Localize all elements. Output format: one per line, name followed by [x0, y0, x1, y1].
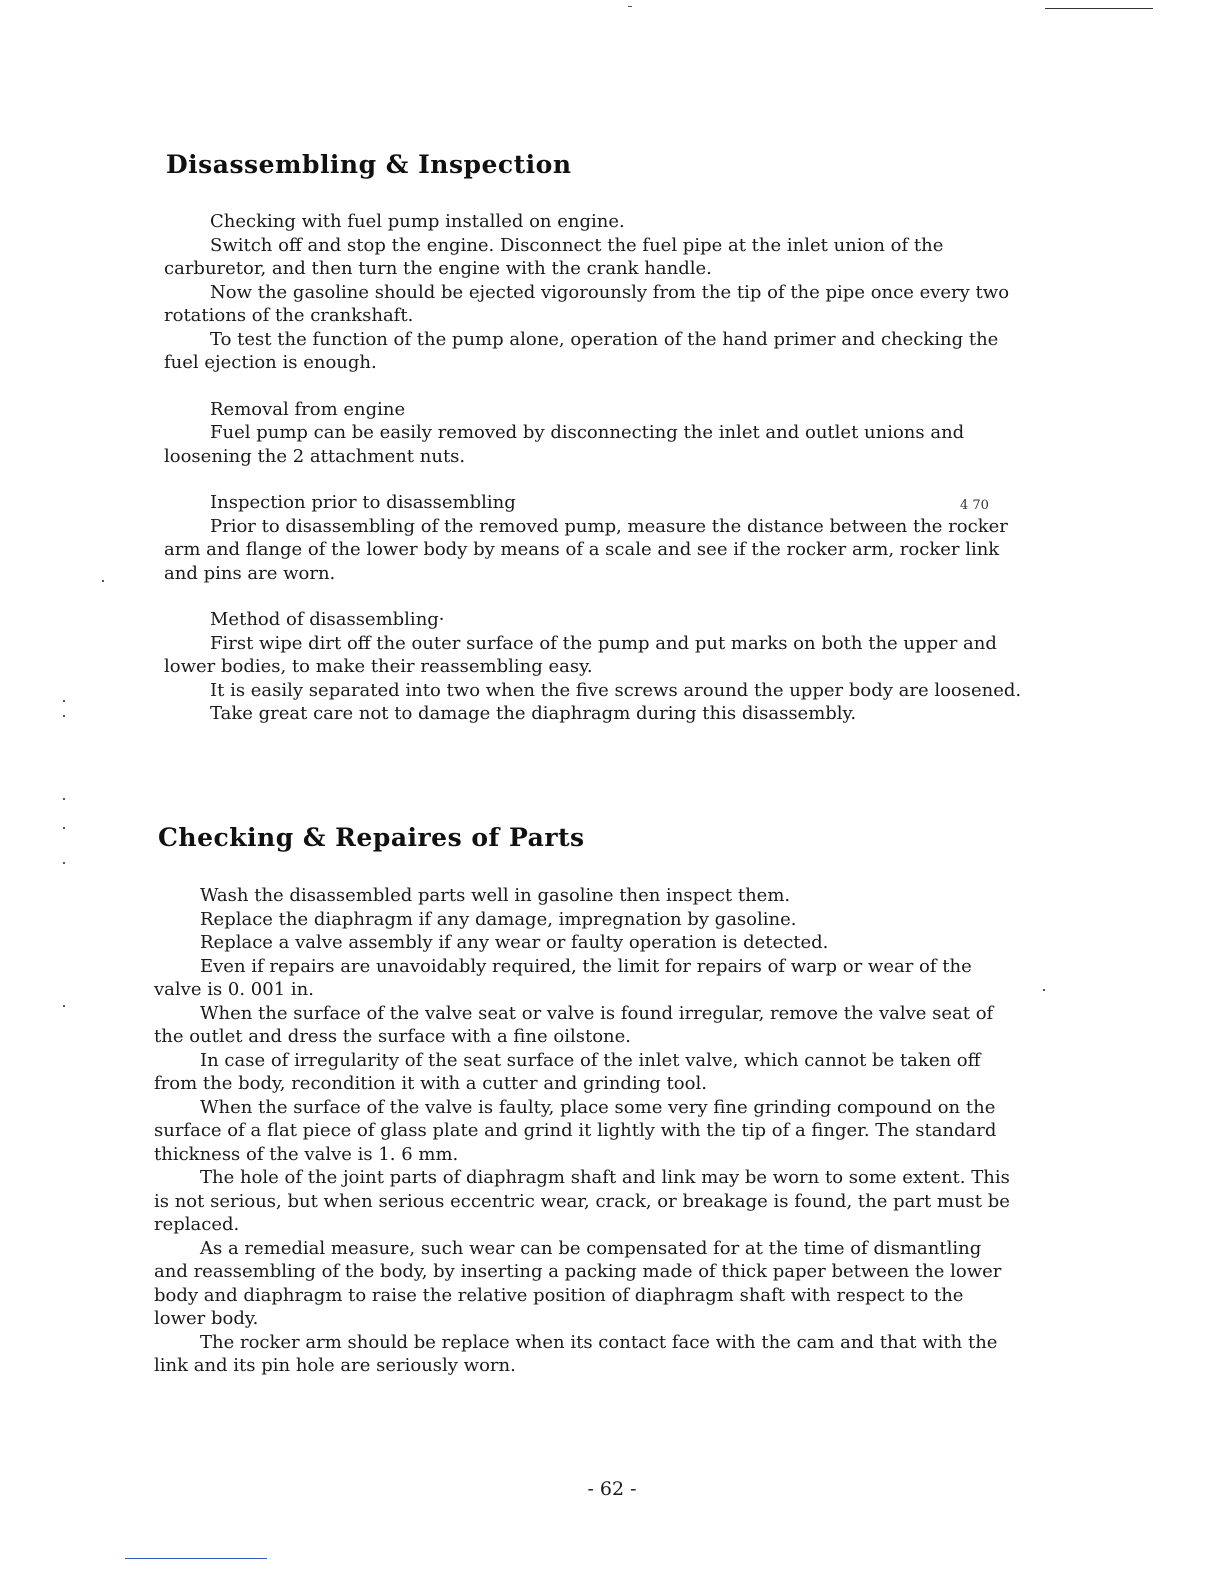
- paragraph: As a remedial measure, such wear can be compensated for at the time of dismantling and reassembling of the body, by inserting a packing made of thick paper between the lower body and diaphragm to raise the relative position of diaphragm shaft with respect to the lower body.: [154, 1237, 1002, 1329]
- paragraph: Even if repairs are unavoidably required, the limit for repairs of warp or wear of the valve is 0. 001 in.: [154, 955, 972, 1000]
- paragraph: Now the gasoline should be ejected vigorounsly from the tip of the pipe once every two rotations of the crankshaft.: [164, 281, 1010, 326]
- paragraph: When the surface of the valve is faulty, place some very fine grinding compound on the surface of a flat piece of glass plate and grind it lightly with the tip of a finger. The standard thickness of the valve is 1. 6 mm.: [154, 1096, 997, 1165]
- paragraph: Wash the disassembled parts well in gasoline then inspect them.: [200, 885, 791, 906]
- top-rule: [1045, 8, 1153, 9]
- paragraph: In case of irregularity of the seat surface of the inlet valve, which cannot be taken off from the body, recondition it with a cutter and grinding tool.: [154, 1049, 981, 1094]
- paragraph: Prior to disassembling of the removed pump, measure the distance between the rocker arm and flange of the lower body by means of a scale and see if the rocker arm, rocker link and pins are worn.: [164, 515, 1008, 584]
- paragraph: Take great care not to damage the diaphragm during this disassembly.: [210, 703, 857, 724]
- paragraph: To test the function of the pump alone, operation of the hand primer and checking the fuel ejection is enough.: [164, 328, 999, 373]
- paragraph: The hole of the joint parts of diaphragm shaft and link may be worn to some extent. This is not serious, but when serious eccentric wear, crack, or breakage is found, the part must be replaced.: [154, 1167, 1010, 1235]
- paragraph: Replace a valve assembly if any wear or faulty operation is detected.: [200, 932, 829, 953]
- scan-speck: [63, 700, 65, 702]
- subheading-method: Method of disassembling·: [210, 609, 445, 630]
- paragraph: The rocker arm should be replace when its contact face with the cam and that with the link and its pin hole are seriously worn.: [154, 1331, 998, 1376]
- paragraph: When the surface of the valve seat or valve is found irregular, remove the valve seat of the outlet and dress the surface with a fine oilstone.: [154, 1002, 994, 1047]
- section-disassembling-body: [164, 210, 1024, 726]
- section-checking-body: [154, 884, 1014, 1378]
- paragraph: It is easily separated into two when the five screws around the upper body are loosened.: [210, 679, 1022, 701]
- top-tick: [628, 6, 632, 7]
- scan-speck: [63, 798, 65, 800]
- scan-speck: [63, 827, 65, 829]
- section-heading-disassembling: Disassembling & Inspection: [166, 150, 572, 179]
- section-heading-checking: Checking & Repaires of Parts: [158, 823, 585, 852]
- paragraph: First wipe dirt off the outer surface of the pump and put marks on both the upper and lower bodies, to make their reassembling easy.: [164, 632, 997, 677]
- scan-speck: [1043, 989, 1045, 991]
- paragraph: Checking with fuel pump installed on engine.: [210, 211, 625, 232]
- paragraph: Fuel pump can be easily removed by disconnecting the inlet and outlet unions and loosening the 2 attachment nuts.: [164, 422, 965, 467]
- scan-speck: [102, 580, 104, 582]
- scan-speck: [63, 1005, 65, 1007]
- scan-speck: [63, 715, 65, 717]
- scan-speck: [63, 862, 65, 864]
- bottom-rule: [125, 1558, 267, 1559]
- subheading-removal: Removal from engine: [210, 398, 406, 420]
- paragraph: Switch off and stop the engine. Disconnect the fuel pipe at the inlet union of the carburetor, and then turn the engine with the crank handle.: [164, 234, 944, 279]
- page-number: - 62 -: [587, 1478, 637, 1500]
- margin-note: 4 70: [960, 498, 989, 513]
- paragraph: Replace the diaphragm if any damage, impregnation by gasoline.: [200, 908, 797, 930]
- subheading-inspection-prior: Inspection prior to disassembling: [210, 492, 516, 513]
